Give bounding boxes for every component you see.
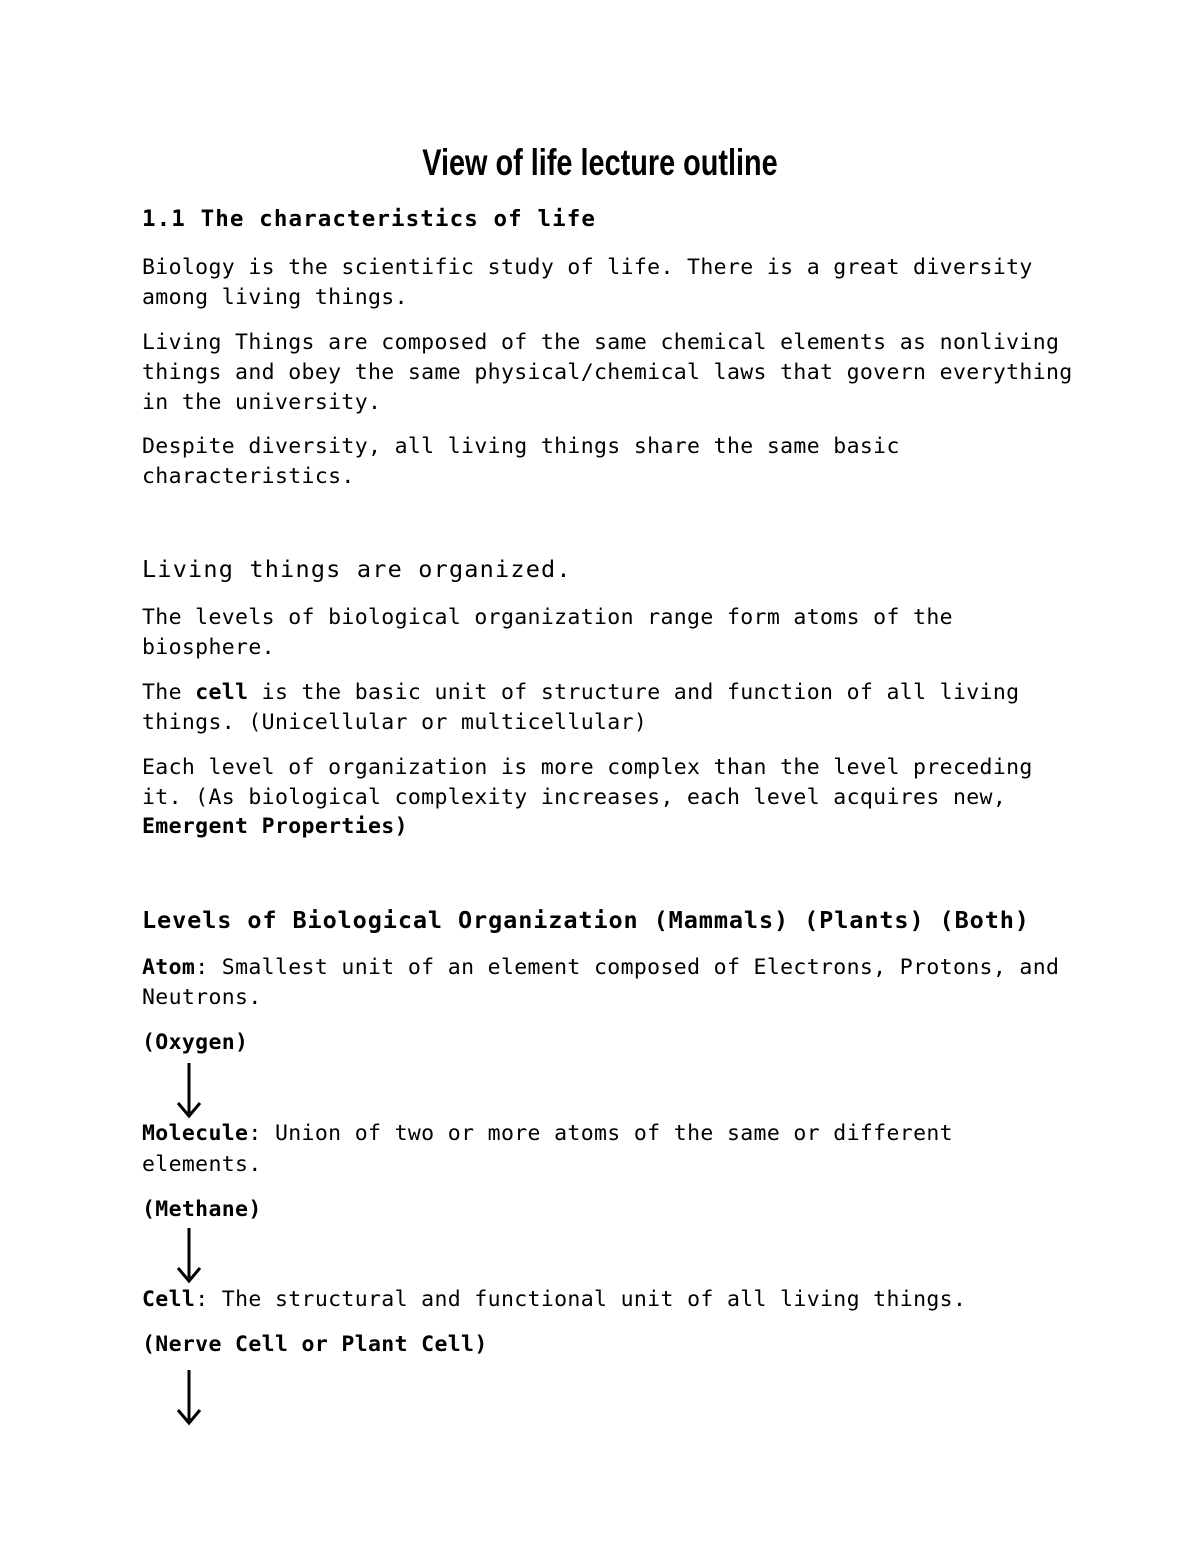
page-title: View of life lecture outline xyxy=(422,142,778,183)
example-methane: (Methane) xyxy=(142,1197,262,1222)
definition-line: Neutrons. xyxy=(142,985,262,1010)
example-line xyxy=(142,1195,262,1225)
paragraph-line: biosphere. xyxy=(142,635,275,660)
section-heading-organized: Living things are organized. xyxy=(142,555,572,583)
paragraph-line: it. (As biological complexity increases, each level acquires new, xyxy=(142,785,1007,810)
example-oxygen: (Oxygen) xyxy=(142,1030,249,1055)
text-run: is the basic unit of structure and function of all living xyxy=(248,680,1020,705)
paragraph-line: things. (Unicellular or multicellular) xyxy=(142,710,648,735)
down-arrow-icon xyxy=(170,1368,210,1428)
paragraph-line: characteristics. xyxy=(142,464,355,489)
definition-line xyxy=(142,953,1059,983)
definition-text: : Smallest unit of an element composed of Electrons, Protons, and xyxy=(195,955,1060,980)
paragraph-line: Biology is the scientific study of life. There is a great diversity xyxy=(142,255,1033,280)
bold-term-cell: cell xyxy=(195,680,249,705)
definition-text: : Union of two or more atoms of the same or different xyxy=(248,1121,953,1146)
paragraph-line: things and obey the same physical/chemical laws that govern everything xyxy=(142,360,1073,385)
term-atom: Atom xyxy=(142,955,196,980)
paragraph-line: in the university. xyxy=(142,390,382,415)
paragraph-line: Each level of organization is more complex than the level preceding xyxy=(142,755,1033,780)
paragraph-line: Living Things are composed of the same chemical elements as nonliving xyxy=(142,330,1060,355)
example-line xyxy=(142,1330,488,1360)
paragraph-line: The levels of biological organization range form atoms of the xyxy=(142,605,953,630)
section-heading-levels: Levels of Biological Organization (Mammals) (Plants) (Both) xyxy=(142,906,1030,934)
example-nerve-cell: (Nerve Cell or Plant Cell) xyxy=(142,1332,488,1357)
paragraph-line xyxy=(142,812,408,842)
definition-line: elements. xyxy=(142,1152,262,1177)
section-heading-characteristics: 1.1 The characteristics of life xyxy=(142,206,597,232)
bold-term-emergent-properties: Emergent Properties) xyxy=(142,814,408,839)
definition-text: : The structural and functional unit of all living things. xyxy=(195,1287,967,1312)
down-arrow-icon xyxy=(170,1226,210,1286)
down-arrow-icon xyxy=(170,1061,210,1121)
term-cell: Cell xyxy=(142,1287,196,1312)
example-line xyxy=(142,1028,248,1058)
paragraph-line: Despite diversity, all living things share the same basic xyxy=(142,434,900,459)
definition-line xyxy=(142,1285,966,1315)
paragraph-line xyxy=(142,678,1019,708)
text-run: The xyxy=(142,680,196,705)
paragraph-line: among living things. xyxy=(142,285,408,310)
definition-line xyxy=(142,1119,953,1149)
term-molecule: Molecule xyxy=(142,1121,249,1146)
